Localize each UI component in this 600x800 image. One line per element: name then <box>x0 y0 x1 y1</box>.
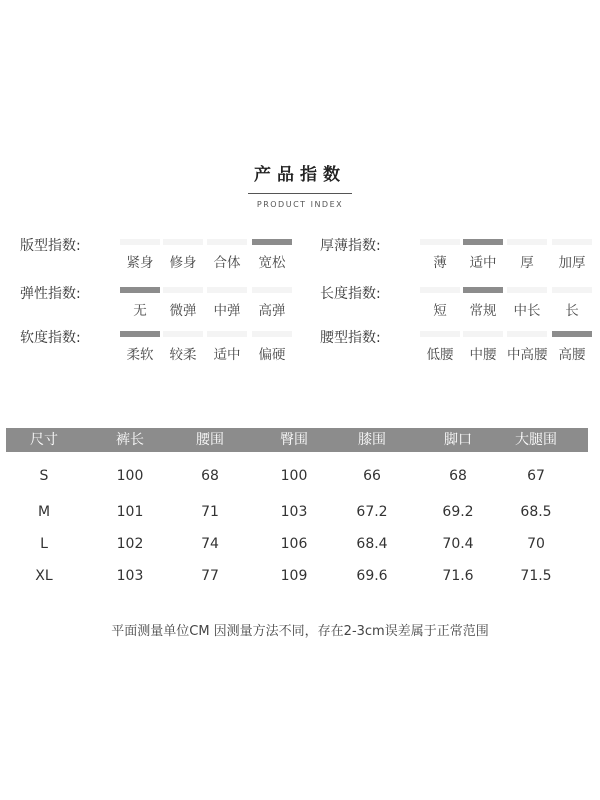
page-title: 产品指数 <box>254 165 346 185</box>
index-option-label: 中长 <box>513 303 541 319</box>
index-option-label: 合体 <box>213 255 241 271</box>
index-option <box>420 283 460 319</box>
index-row <box>320 283 580 323</box>
index-option-label: 加厚 <box>558 255 586 271</box>
column-header: 大腿围 <box>515 432 557 448</box>
index-bar <box>420 331 460 337</box>
index-option-label: 适中 <box>213 347 241 363</box>
table-cell: 69.2 <box>442 504 474 520</box>
table-row <box>6 532 588 556</box>
table-cell: 71.6 <box>442 568 474 584</box>
index-option-label: 薄 <box>433 255 447 271</box>
index-option <box>420 235 460 271</box>
table-cell: 103 <box>116 568 144 584</box>
index-row <box>320 327 586 367</box>
table-cell: 102 <box>116 536 144 552</box>
table-cell: 74 <box>201 536 219 552</box>
index-option <box>207 283 247 319</box>
index-option <box>252 327 292 363</box>
table-cell: 71.5 <box>520 568 552 584</box>
index-option <box>207 327 247 363</box>
table-row <box>6 500 588 524</box>
table-cell: 109 <box>280 568 308 584</box>
title-divider <box>248 193 352 194</box>
index-bar <box>207 331 247 337</box>
table-cell: 101 <box>116 504 144 520</box>
index-bar <box>163 287 203 293</box>
index-option <box>163 327 203 363</box>
table-cell: XL <box>35 568 53 584</box>
index-bar <box>420 287 460 293</box>
index-bar <box>120 239 160 245</box>
index-option-label: 中高腰 <box>507 347 548 363</box>
index-bar <box>252 331 292 337</box>
index-label: 长度指数: <box>320 286 381 302</box>
index-bar <box>207 287 247 293</box>
index-option <box>163 283 203 319</box>
column-header: 腰围 <box>196 432 224 448</box>
index-bar <box>552 239 592 245</box>
index-option-label: 短 <box>433 303 447 319</box>
index-bar <box>207 239 247 245</box>
index-bar <box>507 239 547 245</box>
index-option-label: 厚 <box>520 255 534 271</box>
column-header: 裤长 <box>116 432 144 448</box>
index-bar-selected <box>463 239 503 245</box>
index-option <box>120 327 160 363</box>
index-option <box>252 235 292 271</box>
index-option-label: 无 <box>133 303 147 319</box>
index-option-label: 长 <box>565 303 579 319</box>
index-bar-selected <box>120 331 160 337</box>
index-bar <box>552 287 592 293</box>
page-subtitle: PRODUCT INDEX <box>256 200 344 209</box>
index-row <box>20 283 286 323</box>
index-option <box>120 283 160 319</box>
table-cell: M <box>37 504 51 520</box>
index-option-label: 高腰 <box>558 347 586 363</box>
index-label: 软度指数: <box>20 330 81 346</box>
index-bar <box>463 331 503 337</box>
table-cell: 67 <box>527 468 545 484</box>
index-bar <box>252 287 292 293</box>
column-header: 臀围 <box>280 432 308 448</box>
table-cell: 68 <box>201 468 219 484</box>
index-bar <box>163 331 203 337</box>
index-option <box>507 283 547 319</box>
index-option-label: 宽松 <box>258 255 286 271</box>
table-cell: 103 <box>280 504 308 520</box>
table-cell: 67.2 <box>356 504 388 520</box>
index-option <box>552 283 592 319</box>
table-row <box>6 564 588 588</box>
index-option-label: 高弹 <box>258 303 286 319</box>
index-option-label: 中腰 <box>469 347 497 363</box>
table-cell: 70 <box>527 536 545 552</box>
index-option <box>552 327 592 363</box>
index-bar-selected <box>120 287 160 293</box>
index-option <box>507 235 547 271</box>
table-cell: 100 <box>116 468 144 484</box>
index-option <box>507 327 547 363</box>
section-header <box>0 160 600 209</box>
table-cell: 71 <box>201 504 219 520</box>
index-label: 腰型指数: <box>320 330 381 346</box>
index-option-label: 偏硬 <box>258 347 286 363</box>
index-option <box>463 327 503 363</box>
index-option-label: 常规 <box>469 303 497 319</box>
index-option-label: 中弹 <box>213 303 241 319</box>
index-label: 弹性指数: <box>20 286 81 302</box>
index-option-label: 较柔 <box>169 347 197 363</box>
index-option <box>463 235 503 271</box>
index-bar <box>507 331 547 337</box>
column-header: 膝围 <box>358 432 386 448</box>
table-cell: 68.5 <box>520 504 552 520</box>
index-option <box>207 235 247 271</box>
index-row <box>20 235 286 275</box>
index-bar-selected <box>252 239 292 245</box>
index-bar-selected <box>552 331 592 337</box>
table-cell: L <box>40 536 48 552</box>
column-header: 脚口 <box>444 432 472 448</box>
index-option <box>252 283 292 319</box>
index-label: 厚薄指数: <box>320 238 381 254</box>
table-cell: 68 <box>449 468 467 484</box>
table-cell: S <box>39 468 49 484</box>
table-cell: 77 <box>201 568 219 584</box>
index-bar <box>507 287 547 293</box>
table-cell: 70.4 <box>442 536 474 552</box>
table-cell: 68.4 <box>356 536 388 552</box>
table-cell: 106 <box>280 536 308 552</box>
index-option-label: 适中 <box>469 255 497 271</box>
index-option-label: 低腰 <box>426 347 454 363</box>
table-cell: 100 <box>280 468 308 484</box>
table-row <box>6 464 588 488</box>
index-option-label: 柔软 <box>126 347 154 363</box>
table-cell: 69.6 <box>356 568 388 584</box>
index-option <box>552 235 592 271</box>
index-option <box>420 327 460 363</box>
index-bar <box>163 239 203 245</box>
measurement-note: 平面测量单位CM 因测量方法不同，存在2-3cm误差属于正常范围 <box>111 624 489 639</box>
size-table-header <box>6 428 588 452</box>
index-option-label: 修身 <box>169 255 197 271</box>
column-header: 尺寸 <box>30 432 58 448</box>
table-cell: 66 <box>363 468 381 484</box>
index-option-label: 紧身 <box>126 255 154 271</box>
index-option <box>463 283 503 319</box>
index-option <box>120 235 160 271</box>
index-bar <box>420 239 460 245</box>
index-option <box>163 235 203 271</box>
index-row <box>320 235 586 275</box>
index-row <box>20 327 286 367</box>
index-label: 版型指数: <box>20 238 81 254</box>
index-option-label: 微弹 <box>169 303 197 319</box>
index-bar-selected <box>463 287 503 293</box>
